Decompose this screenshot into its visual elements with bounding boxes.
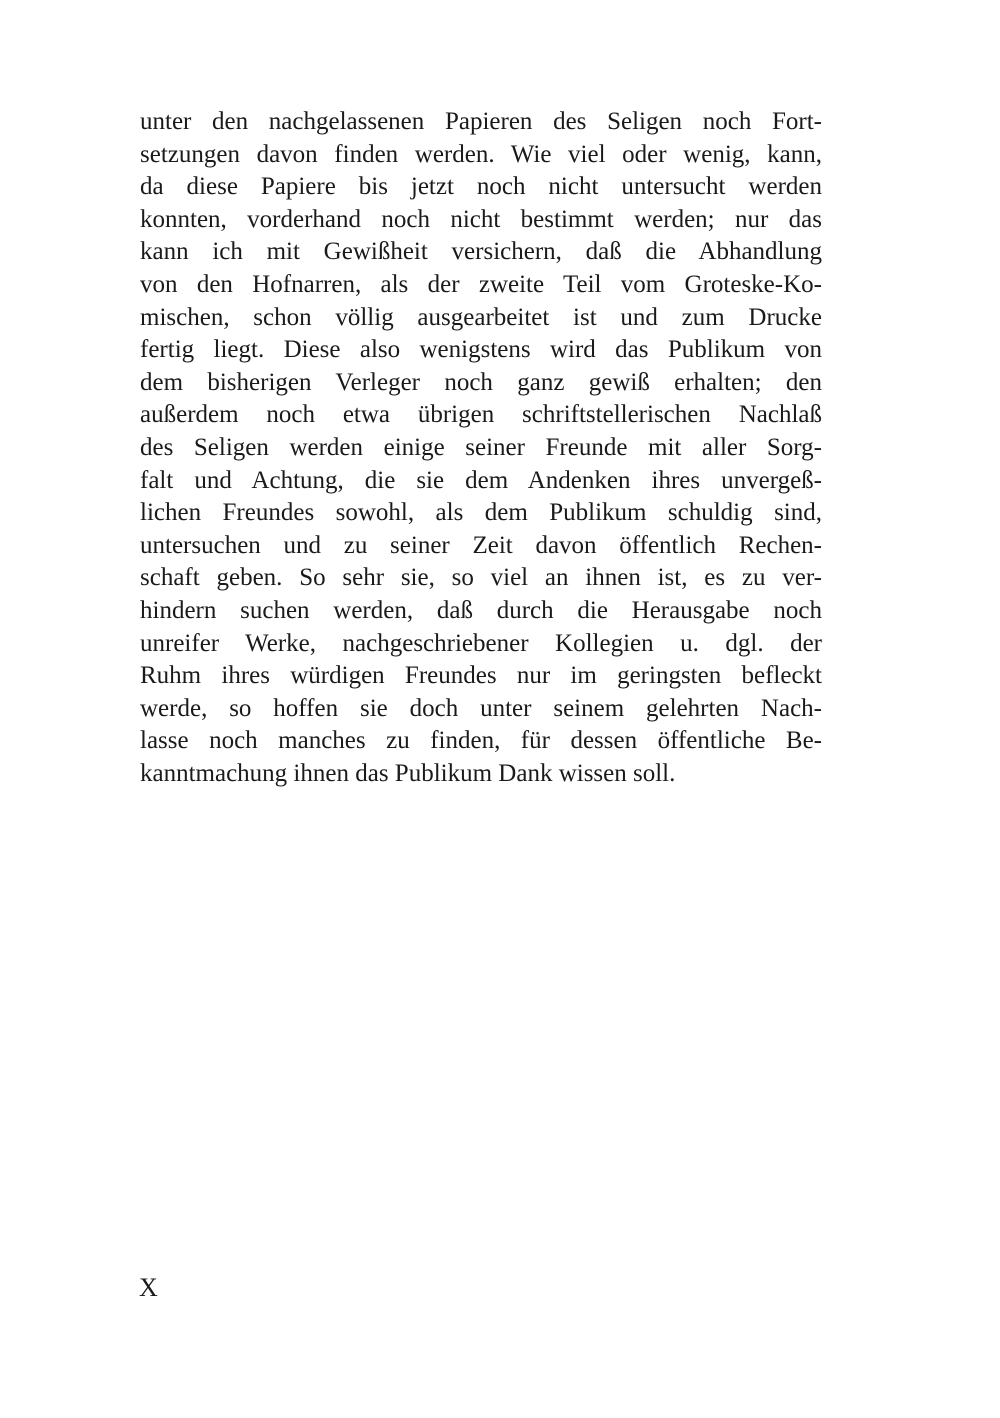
text-line: fertig liegt. Diese also wenigstens wird das Publikum von (140, 336, 822, 364)
text-line: falt und Achtung, die sie dem Andenken ihres unvergeß- (140, 466, 822, 494)
text-line: setzungen davon finden werden. Wie viel oder wenig, kann, (140, 140, 822, 168)
text-line: lasse noch manches zu finden, für dessen öffentliche Be- (140, 727, 822, 755)
body-text (140, 106, 822, 790)
text-line: lichen Freundes sowohl, als dem Publikum schuldig sind, (140, 499, 822, 527)
text-line: von den Hofnarren, als der zweite Teil vom Groteske-Ko- (140, 270, 822, 298)
text-line: da diese Papiere bis jetzt noch nicht untersucht werden (140, 173, 822, 201)
text-line: kann ich mit Gewißheit versichern, daß die Abhandlung (140, 238, 822, 266)
text-line: werde, so hoffen sie doch unter seinem gelehrten Nach- (140, 694, 822, 722)
text-line: unter den nachgelassenen Papieren des Seligen noch Fort- (140, 108, 822, 135)
text-line: mischen, schon völlig ausgearbeitet ist und zum Drucke (140, 303, 822, 331)
text-line: schaft geben. So sehr sie, so viel an ihnen ist, es zu ver- (140, 564, 822, 592)
text-line: des Seligen werden einige seiner Freunde mit aller Sorg- (140, 433, 822, 461)
text-line: außerdem noch etwa übrigen schriftstellerischen Nachlaß (140, 401, 822, 429)
text-line: unreifer Werke, nachgeschriebener Kollegien u. dgl. der (140, 629, 822, 657)
text-line: Ruhm ihres würdigen Freundes nur im geringsten befleckt (140, 662, 822, 690)
text-line: dem bisherigen Verleger noch ganz gewiß erhalten; den (140, 368, 822, 396)
text-line: konnten, vorderhand noch nicht bestimmt werden; nur das (140, 205, 822, 233)
text-line: kanntmachung ihnen das Publikum Dank wissen soll. (140, 759, 676, 787)
text-line: hindern suchen werden, daß durch die Herausgabe noch (140, 596, 822, 624)
text-line: untersuchen und zu seiner Zeit davon öffentlich Rechen- (140, 531, 822, 559)
page-number: X (139, 1273, 159, 1302)
